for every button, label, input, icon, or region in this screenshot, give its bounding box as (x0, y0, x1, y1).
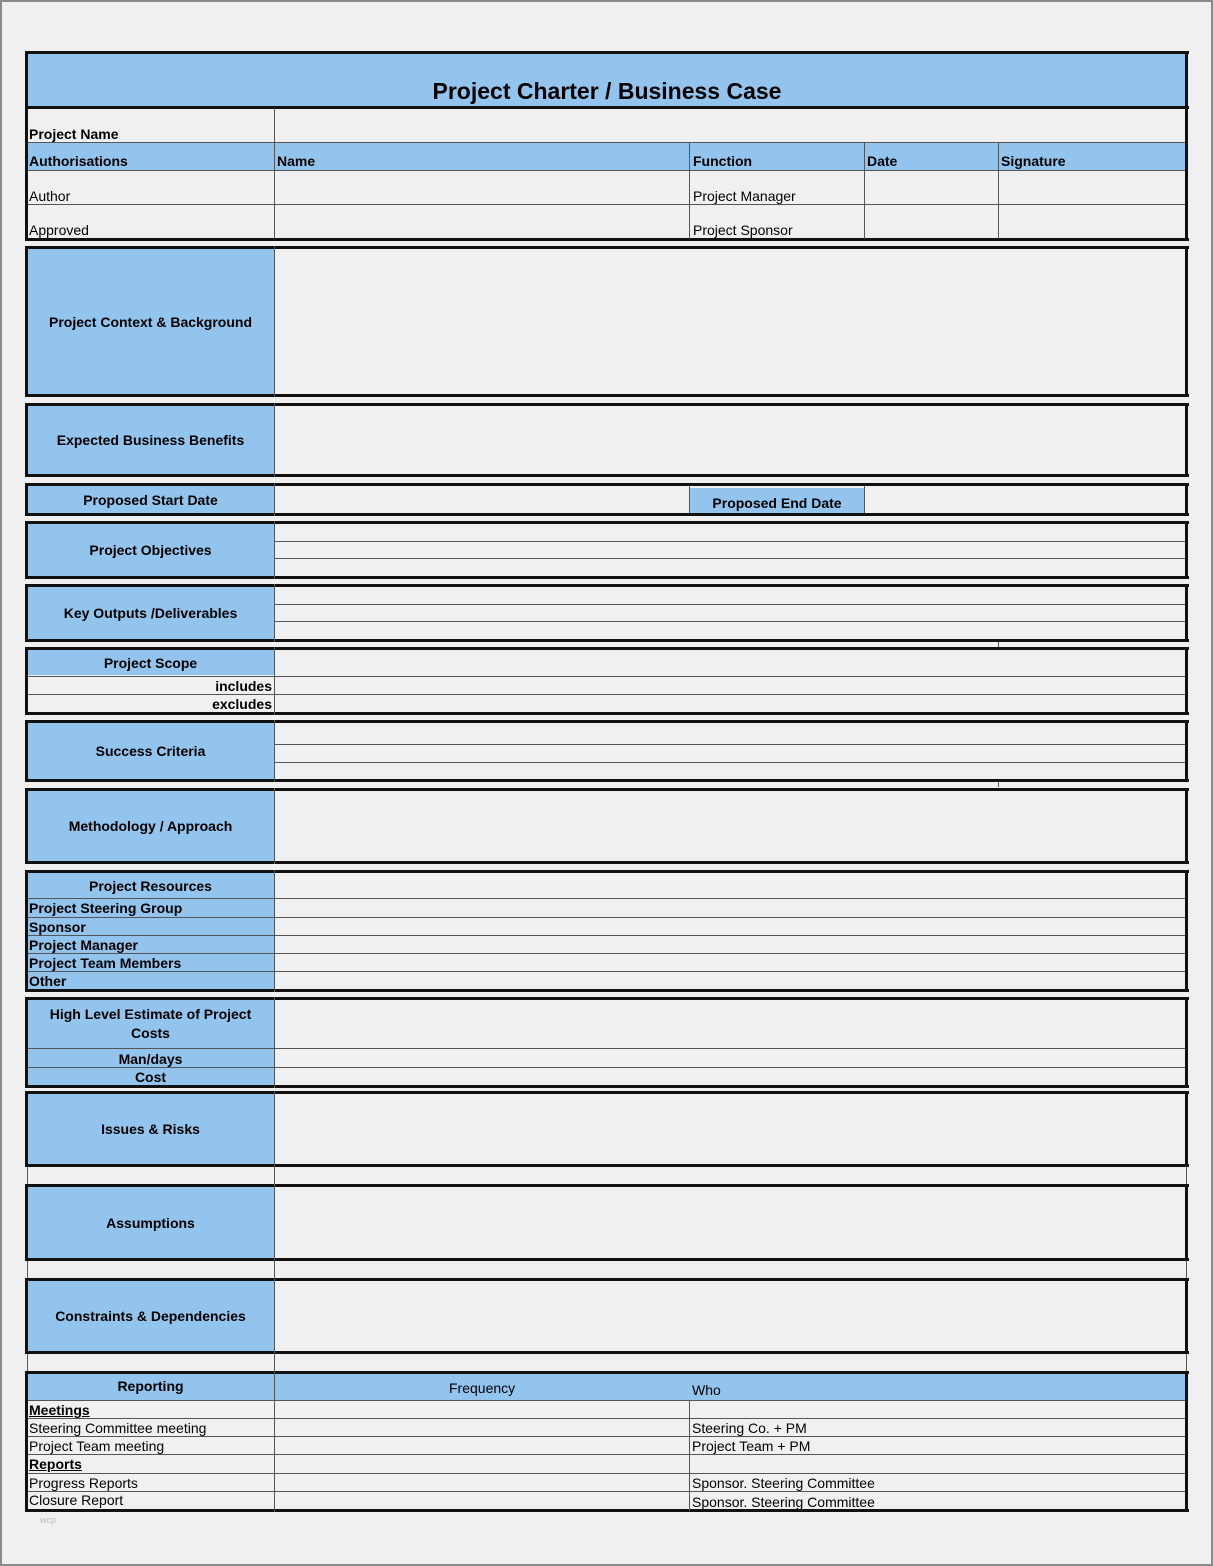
rule (25, 1184, 1189, 1187)
name-column-header: Name (277, 153, 316, 169)
resource-row-label: Project Team Members (29, 955, 182, 971)
rule (25, 712, 1189, 715)
report-item: Steering Committee meeting (29, 1420, 207, 1436)
rule (27, 1491, 1185, 1492)
rule (27, 1418, 1185, 1419)
rule (1185, 1184, 1188, 1261)
rule (1185, 647, 1188, 715)
page-title: Project Charter / Business Case (432, 78, 782, 104)
resource-row-label: Project Manager (29, 937, 138, 953)
rule (25, 788, 1189, 791)
rule (25, 51, 28, 241)
rule (25, 779, 1189, 782)
scope-field[interactable] (275, 650, 1185, 675)
rule (27, 971, 1187, 972)
rule (25, 238, 1189, 241)
reporting-label: Reporting (117, 1378, 184, 1394)
rule (1185, 51, 1188, 241)
rule (25, 1371, 1189, 1374)
resources-label: Project Resources (89, 877, 212, 894)
rule (998, 782, 999, 787)
reports-group-label: Reports (29, 1456, 82, 1472)
report-who: Project Team + PM (692, 1438, 811, 1454)
rule (25, 513, 1189, 516)
start-date-label: Proposed Start Date (83, 491, 218, 508)
rule (25, 246, 1189, 249)
resource-row-label: Sponsor (29, 919, 86, 935)
spacer-row (27, 1354, 1187, 1371)
rule (25, 246, 28, 397)
assumptions-label: Assumptions (106, 1214, 195, 1231)
constraints-field[interactable] (275, 1281, 1185, 1351)
spacer-row (27, 1261, 1187, 1278)
rule (25, 521, 1189, 524)
rule (27, 917, 1187, 918)
rule (1185, 1278, 1188, 1354)
rule (25, 1278, 1189, 1281)
rule (998, 142, 999, 239)
rule (274, 647, 275, 715)
rule (27, 953, 1187, 954)
rule (27, 676, 1187, 677)
success-field[interactable] (275, 723, 1185, 779)
outputs-label: Key Outputs /Deliverables (63, 605, 238, 621)
rule (274, 1354, 275, 1371)
rule (25, 1091, 1189, 1094)
methodology-field[interactable] (275, 791, 1185, 861)
report-item: Progress Reports (29, 1475, 138, 1491)
rule (274, 720, 275, 782)
rule (274, 483, 275, 516)
scope-includes-label: includes (215, 678, 272, 694)
rule (274, 1261, 275, 1278)
rule (689, 486, 690, 513)
rule (27, 170, 1187, 171)
rule (25, 1278, 28, 1354)
rule (1185, 788, 1188, 864)
rule (25, 639, 1189, 642)
rule (274, 521, 275, 579)
rule (27, 694, 1187, 695)
rule (27, 142, 1187, 143)
rule (689, 142, 690, 239)
rule (864, 142, 865, 239)
rule (274, 997, 275, 1088)
end-date-field[interactable] (865, 486, 1185, 513)
report-who: Steering Co. + PM (692, 1420, 807, 1436)
rule (25, 584, 28, 642)
rule (274, 584, 275, 642)
rule (25, 720, 28, 782)
rule (275, 541, 1185, 542)
rule (25, 1085, 1189, 1088)
authorisations-header: Authorisations (29, 153, 128, 169)
resource-row-label: Other (29, 973, 67, 989)
scope-excludes-field[interactable] (275, 695, 1185, 712)
rule (274, 1278, 275, 1354)
estimate-field[interactable] (275, 1000, 1185, 1048)
objectives-label: Project Objectives (89, 542, 212, 558)
rule (275, 762, 1185, 763)
rule (27, 1473, 1185, 1474)
rule (27, 1400, 1185, 1401)
rule (1185, 870, 1188, 992)
rule (274, 1167, 275, 1184)
estimate-cost-field[interactable] (275, 1069, 1185, 1085)
who-column-header: Who (692, 1382, 721, 1398)
issues-label: Issues & Risks (101, 1121, 200, 1137)
rule (274, 1091, 275, 1167)
rule (27, 898, 1187, 899)
rule (275, 604, 1185, 605)
rule (25, 474, 1189, 477)
signature-column-header: Signature (1001, 153, 1066, 169)
rule (274, 108, 275, 239)
rule (25, 870, 28, 992)
rule (1185, 1371, 1188, 1512)
rule (27, 935, 1187, 936)
approved-row-label: Approved (29, 222, 89, 238)
rule (274, 1184, 275, 1261)
rule (25, 861, 1189, 864)
objectives-field[interactable] (275, 524, 1185, 576)
success-label: Success Criteria (95, 743, 206, 759)
resource-row-label: Project Steering Group (29, 900, 183, 916)
rule (25, 584, 1189, 587)
frequency-column-header: Frequency (449, 1380, 516, 1396)
rule (25, 403, 1189, 406)
rule (1185, 1091, 1188, 1167)
project-name-label: Project Name (29, 126, 119, 142)
rule (275, 744, 1185, 745)
rule (1185, 403, 1188, 477)
end-date-label: Proposed End Date (712, 494, 842, 511)
rule (25, 1509, 1189, 1512)
approved-signature-field[interactable] (999, 205, 1187, 238)
start-date-field[interactable] (275, 486, 689, 513)
report-who: Sponsor. Steering Committee (692, 1494, 875, 1510)
function-column-header: Function (693, 153, 753, 169)
rule (25, 720, 1189, 723)
rule (274, 870, 275, 992)
watermark: wcp (40, 1515, 57, 1525)
report-item: Project Team meeting (29, 1438, 165, 1454)
rule (25, 647, 28, 715)
benefits-label: Expected Business Benefits (56, 432, 245, 448)
rule (27, 1048, 1187, 1049)
author-signature-field[interactable] (999, 171, 1187, 204)
estimate-cost-label: Cost (134, 1069, 167, 1085)
rule (25, 1091, 28, 1167)
rule (25, 483, 1189, 486)
benefits-field[interactable] (275, 406, 1185, 474)
scope-label: Project Scope (103, 654, 198, 671)
rule (25, 576, 1189, 579)
project-name-field[interactable] (275, 110, 1187, 142)
report-who: Sponsor. Steering Committee (692, 1475, 875, 1491)
spacer-row (27, 1167, 1187, 1184)
rule (25, 788, 28, 864)
estimate-mandays-field[interactable] (275, 1050, 1185, 1067)
scope-excludes-label: excludes (212, 696, 272, 712)
estimate-label: High Level Estimate of Project Costs (49, 1006, 252, 1041)
rule (864, 486, 865, 513)
context-label: Project Context & Background (48, 313, 253, 330)
outputs-field[interactable] (275, 587, 1185, 639)
rule (274, 788, 275, 864)
constraints-label: Constraints & Dependencies (55, 1308, 246, 1324)
approved-name-field[interactable] (275, 205, 689, 238)
rule (689, 1400, 690, 1511)
rule (274, 1371, 275, 1512)
rule (25, 106, 1189, 109)
rule (25, 989, 1189, 992)
rule (1185, 997, 1188, 1088)
rule (27, 1454, 1185, 1455)
rule (25, 870, 1189, 873)
rule (25, 483, 28, 516)
rule (1185, 246, 1188, 397)
methodology-label: Methodology / Approach (68, 818, 233, 834)
rule (274, 403, 275, 477)
rule (25, 1184, 28, 1261)
scope-includes-field[interactable] (275, 677, 1185, 694)
rule (1185, 720, 1188, 782)
context-field[interactable] (275, 249, 1185, 394)
rule (275, 558, 1185, 559)
author-row-label: Author (29, 188, 71, 204)
rule (25, 997, 28, 1088)
rule (25, 997, 1189, 1000)
rule (27, 204, 1187, 205)
rule (25, 1371, 28, 1512)
rule (1185, 483, 1188, 516)
rule (27, 1436, 1185, 1437)
rule (1185, 521, 1188, 579)
rule (25, 403, 28, 477)
issues-field[interactable] (275, 1094, 1185, 1164)
rule (25, 647, 1189, 650)
approved-function: Project Sponsor (693, 222, 793, 238)
report-item: Closure Report (29, 1492, 124, 1508)
date-column-header: Date (867, 153, 898, 169)
approved-date-field[interactable] (865, 205, 998, 238)
rule (27, 1067, 1187, 1068)
author-date-field[interactable] (865, 171, 998, 204)
author-function: Project Manager (693, 188, 796, 204)
rule (275, 621, 1185, 622)
rule (1185, 584, 1188, 642)
rule (25, 51, 1189, 54)
meetings-group-label: Meetings (29, 1402, 90, 1418)
assumptions-field[interactable] (275, 1187, 1185, 1258)
rule (25, 521, 28, 579)
rule (274, 246, 275, 397)
estimate-mandays-label: Man/days (118, 1050, 183, 1067)
rule (25, 394, 1189, 397)
author-name-field[interactable] (275, 171, 689, 204)
